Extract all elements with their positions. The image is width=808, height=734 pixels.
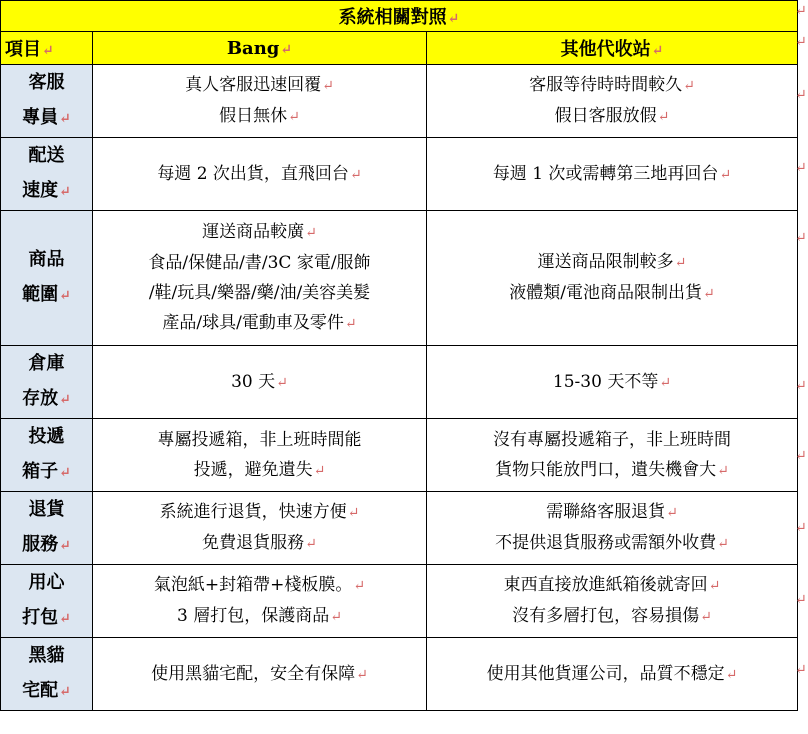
paragraph-mark-icon: ↵: [349, 166, 362, 183]
other-line: [427, 601, 797, 632]
row-label: [1, 492, 93, 565]
header-item: 項目↵: [1, 32, 93, 65]
bang-cell: [93, 492, 427, 565]
table-row: [1, 638, 798, 711]
bang-cell: [93, 138, 427, 211]
row-label-text: 投遞: [28, 426, 65, 447]
bang-text: 產品/球具/電動車及零件: [162, 313, 344, 333]
table-title-cell: [1, 1, 798, 32]
paragraph-mark-icon: ↵: [276, 374, 288, 391]
title-row: [1, 1, 798, 32]
paragraph-mark-icon: ↵: [795, 3, 807, 19]
other-line: [427, 101, 797, 132]
other-line: [427, 497, 797, 528]
paragraph-mark-icon: ↵: [280, 41, 293, 58]
other-cell: [427, 638, 798, 711]
row-label-text: 商品: [28, 249, 65, 270]
row-label-text: 範圍: [22, 284, 59, 305]
paragraph-mark-icon: ↵: [59, 611, 71, 627]
other-cell: [427, 565, 798, 638]
header-other: 其他代收站↵: [427, 32, 798, 65]
row-label-text: 專員: [22, 107, 59, 128]
paragraph-mark-icon: ↵: [356, 666, 368, 683]
table-row: [1, 65, 798, 138]
bang-text: 使用黑貓宅配，安全有保障: [151, 663, 356, 684]
row-label-text: 配送: [28, 145, 65, 166]
paragraph-mark-icon: ↵: [725, 666, 738, 683]
row-label-text: 客服: [28, 72, 65, 93]
paragraph-mark-icon: ↵: [305, 225, 317, 241]
paragraph-mark-icon: ↵: [700, 609, 712, 625]
paragraph-mark-icon: ↵: [344, 316, 357, 332]
paragraph-mark-icon: ↵: [59, 288, 71, 304]
paragraph-mark-icon: ↵: [795, 592, 807, 608]
paragraph-mark-icon: ↵: [717, 536, 729, 552]
other-text: 15-30 天不等: [552, 371, 659, 392]
other-text: 液體類/電池商品限制出貨: [509, 283, 702, 303]
bang-line: [93, 70, 426, 101]
paragraph-mark-icon: ↵: [674, 255, 687, 271]
row-label-text: 箱子: [22, 461, 59, 482]
other-cell: [427, 211, 798, 346]
paragraph-mark-icon: ↵: [795, 378, 807, 394]
row-label-line: [1, 173, 92, 210]
bang-cell: [93, 565, 427, 638]
other-line: [427, 278, 797, 309]
bang-text: 投遞，避免遺失: [193, 459, 313, 480]
bang-cell: [93, 346, 427, 419]
bang-line: [93, 101, 426, 132]
row-label-line: [1, 492, 92, 527]
row-label-text: 倉庫: [28, 353, 65, 374]
paragraph-mark-icon: ↵: [719, 166, 732, 183]
row-label-line: [1, 346, 92, 381]
paragraph-mark-icon: ↵: [59, 465, 71, 481]
bang-text: 30 天: [231, 371, 276, 392]
paragraph-mark-icon: ↵: [59, 392, 71, 408]
paragraph-mark-icon: ↵: [347, 505, 360, 521]
row-label-line: [1, 673, 92, 710]
bang-line: [93, 367, 426, 398]
bang-text: 系統進行退貨，快速方便: [159, 502, 347, 522]
paragraph-mark-icon: ↵: [322, 78, 334, 94]
row-label-line: [1, 381, 92, 418]
other-text: 運送商品限制較多: [537, 252, 674, 272]
row-label-line: [1, 65, 92, 100]
table-row: [1, 138, 798, 211]
other-cell: [427, 492, 798, 565]
row-label-text: 黑貓: [28, 645, 65, 666]
bang-line: [93, 278, 426, 308]
row-label-text: 宅配: [22, 680, 59, 701]
row-label-line: [1, 527, 92, 564]
paragraph-mark-icon: ↵: [330, 609, 342, 625]
paragraph-mark-icon: ↵: [795, 448, 807, 464]
row-label: [1, 565, 93, 638]
table-title: 系統相關對照: [338, 7, 447, 28]
bang-line: [93, 659, 426, 690]
bang-text: 免費退貨服務: [202, 533, 305, 553]
other-line: [427, 528, 797, 559]
row-label-line: [1, 419, 92, 454]
bang-text: 食品/保健品/書/3C 家電/服飾: [148, 253, 371, 273]
paragraph-mark-icon: ↵: [683, 78, 695, 94]
paragraph-mark-icon: ↵: [305, 536, 317, 552]
paragraph-mark-icon: ↵: [659, 374, 672, 391]
other-text: 假日客服放假: [554, 106, 657, 126]
paragraph-mark-icon: ↵: [795, 662, 807, 678]
row-label: [1, 211, 93, 346]
bang-line: [93, 308, 426, 339]
other-line: [427, 367, 797, 398]
bang-cell: [93, 638, 427, 711]
bang-line: [93, 570, 426, 601]
other-text: 每週 1 次或需轉第三地再回台: [492, 163, 719, 184]
row-label-text: 速度: [22, 180, 59, 201]
bang-cell: [93, 211, 427, 346]
other-line: [427, 425, 797, 455]
other-line: [427, 70, 797, 101]
paragraph-mark-icon: ↵: [59, 684, 71, 700]
bang-text: 專屬投遞箱，非上班時間能: [157, 429, 362, 450]
bang-line: [93, 528, 426, 559]
paragraph-mark-icon: ↵: [795, 230, 807, 246]
row-label: [1, 138, 93, 211]
row-label: [1, 638, 93, 711]
row-label: [1, 346, 93, 419]
row-label-text: 服務: [22, 534, 59, 555]
other-text: 貨物只能放門口，遺失機會大: [495, 459, 717, 480]
paragraph-mark-icon: ↵: [795, 87, 807, 103]
row-label-line: [1, 638, 92, 673]
header-bang: Bang↵: [93, 32, 427, 65]
paragraph-mark-icon: ↵: [717, 462, 729, 479]
bang-line: [93, 425, 426, 455]
other-cell: [427, 419, 798, 492]
other-line: [427, 570, 797, 601]
other-line: [427, 659, 797, 690]
bang-line: [93, 248, 426, 278]
bang-text: 每週 2 次出貨，直飛回台: [157, 163, 349, 184]
row-label: [1, 65, 93, 138]
row-label-text: 存放: [22, 388, 59, 409]
row-label-text: 退貨: [28, 499, 65, 520]
row-label-text: 用心: [28, 572, 65, 593]
row-label-line: [1, 600, 92, 637]
paragraph-mark-icon: ↵: [795, 160, 807, 176]
other-line: [427, 455, 797, 486]
bang-line: [93, 159, 426, 190]
other-text: 沒有專屬投遞箱子，非上班時間: [493, 429, 731, 450]
paragraph-mark-icon: ↵: [666, 505, 678, 521]
table-row: [1, 565, 798, 638]
row-label: [1, 419, 93, 492]
paragraph-mark-icon: ↵: [42, 43, 54, 59]
other-line: [427, 159, 797, 190]
bang-text: 氣泡紙+封箱帶+棧板膜。: [153, 575, 353, 595]
paragraph-mark-icon: ↵: [447, 11, 460, 27]
paragraph-mark-icon: ↵: [657, 109, 670, 125]
bang-text: 3 層打包，保護商品: [177, 606, 330, 626]
paragraph-mark-icon: ↵: [59, 184, 71, 200]
other-cell: [427, 138, 798, 211]
bang-cell: [93, 419, 427, 492]
other-text: 不提供退貨服務或需額外收費: [495, 533, 717, 553]
other-text: 沒有多層打包，容易損傷: [512, 606, 700, 626]
header-row: [1, 32, 798, 65]
bang-line: [93, 497, 426, 528]
paragraph-mark-icon: ↵: [708, 578, 721, 594]
bang-text: 假日無休: [219, 106, 288, 126]
row-label-line: [1, 565, 92, 600]
paragraph-mark-icon: ↵: [795, 34, 807, 50]
table-row: [1, 211, 798, 346]
table-row: [1, 492, 798, 565]
bang-cell: [93, 65, 427, 138]
bang-text: 運送商品較廣: [202, 222, 305, 242]
row-label-line: [1, 138, 92, 173]
other-cell: [427, 346, 798, 419]
paragraph-mark-icon: ↵: [795, 520, 807, 536]
table-row: [1, 346, 798, 419]
other-text: 客服等待時時間較久: [529, 75, 683, 95]
bang-line: [93, 601, 426, 632]
bang-line: [93, 455, 426, 486]
bang-text: 真人客服迅速回覆: [185, 75, 322, 95]
bang-text: /鞋/玩具/樂器/藥/油/美容美髮: [148, 283, 371, 303]
paragraph-mark-icon: ↵: [313, 462, 326, 479]
other-cell: [427, 65, 798, 138]
other-line: [427, 247, 797, 278]
other-text: 需聯絡客服退貨: [546, 502, 666, 522]
other-text: 東西直接放進紙箱後就寄回: [503, 575, 708, 595]
row-label-line: [1, 100, 92, 137]
paragraph-mark-icon: ↵: [59, 538, 71, 554]
paragraph-mark-icon: ↵: [59, 111, 71, 127]
bang-line: [93, 217, 426, 248]
paragraph-mark-icon: ↵: [288, 109, 300, 125]
paragraph-mark-icon: ↵: [651, 43, 664, 59]
paragraph-mark-icon: ↵: [703, 286, 715, 302]
row-label-line: [1, 277, 92, 314]
paragraph-mark-icon: ↵: [353, 578, 366, 594]
other-text: 使用其他貨運公司，品質不穩定: [486, 663, 725, 684]
table-row: [1, 419, 798, 492]
row-label-text: 打包: [22, 607, 59, 628]
row-label-line: [1, 454, 92, 491]
row-label-line: [1, 242, 92, 277]
